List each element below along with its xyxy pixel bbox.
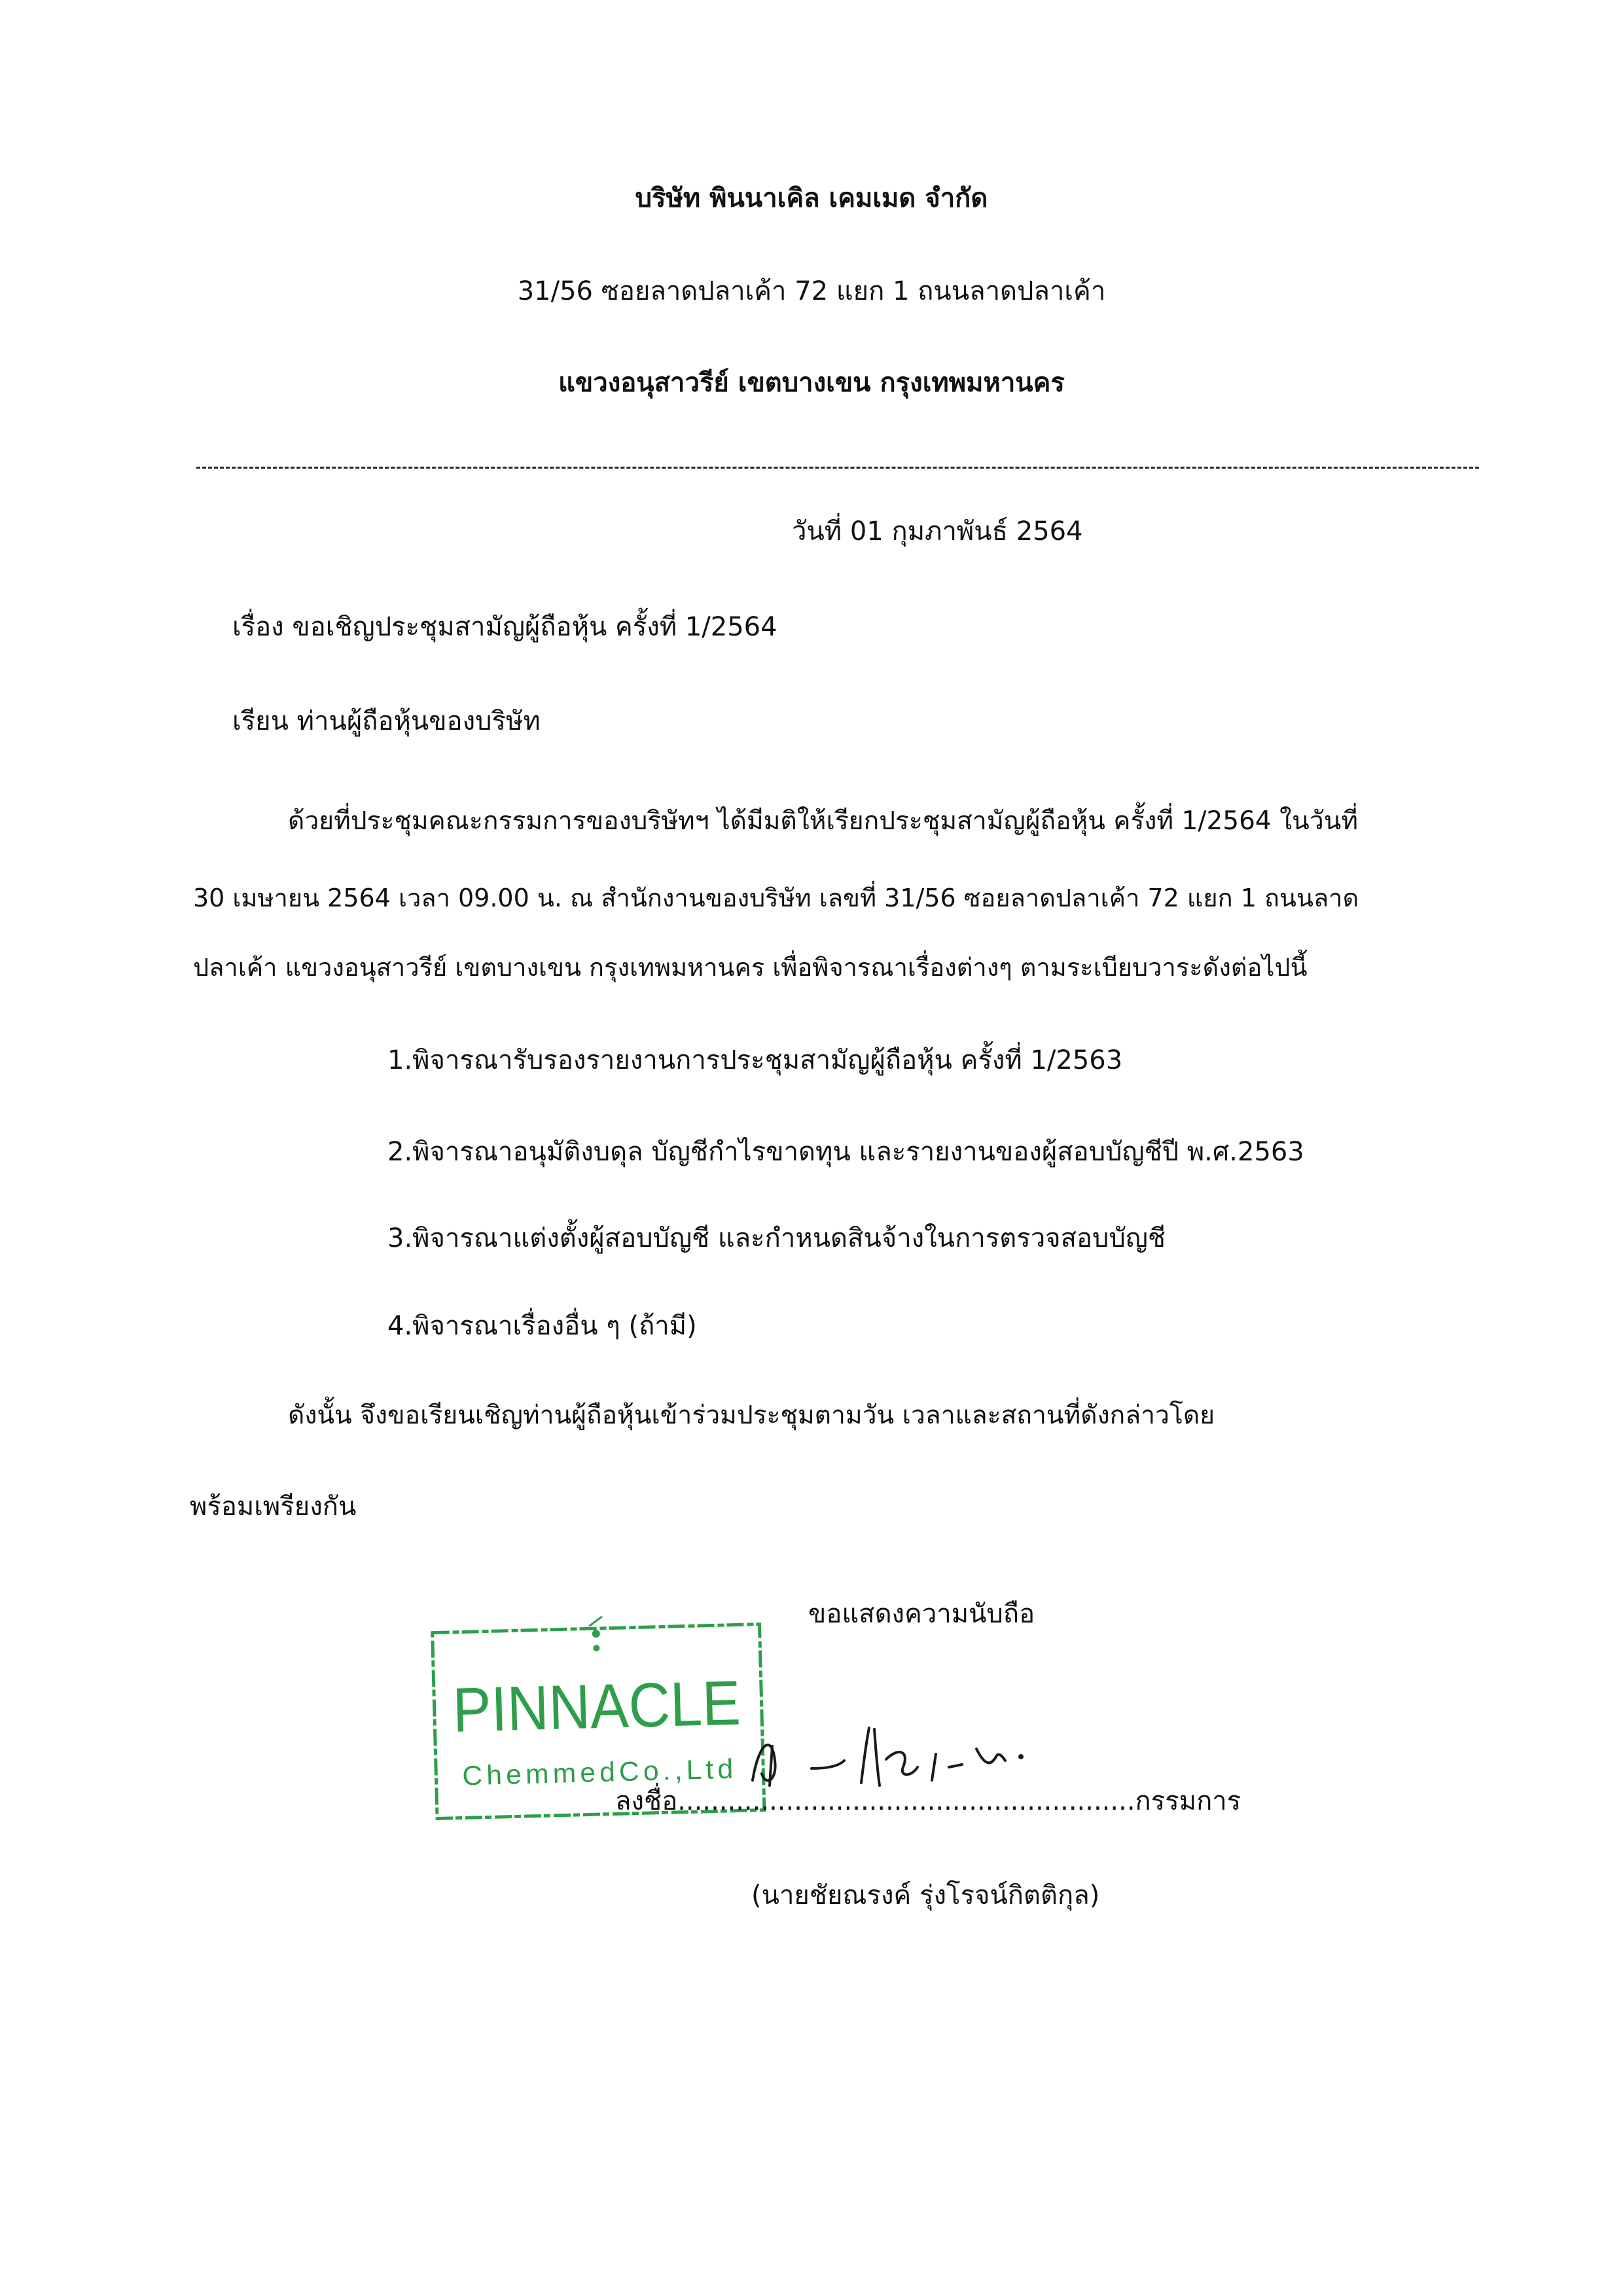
stamp-sub: ChemmedCo.,Ltd bbox=[461, 1753, 733, 1791]
body-line-2: 30 เมษายน 2564 เวลา 09.00 น. ณ สำนักงานของบริษัท เลขที่ 31/56 ซอยลาดปลาเค้า 72 แยก 1 ถนนลาด bbox=[193, 884, 1359, 912]
letter-date: วันที่ 01 กุมภาพันธ์ 2564 bbox=[792, 516, 1083, 547]
header-divider bbox=[196, 467, 1479, 469]
stamp-brand: PINNACLE bbox=[452, 1667, 768, 1746]
letter-salutation: เรียน ท่านผู้ถือหุ้นของบริษัท bbox=[232, 706, 541, 736]
agenda-item-3: 3.พิจารณาแต่งตั้งผู้สอบบัญชี และกำหนดสินจ้างในการตรวจสอบบัญชี bbox=[387, 1223, 1166, 1253]
agenda-item-4: 4.พิจารณาเรื่องอื่น ๆ (ถ้ามี) bbox=[387, 1311, 697, 1341]
body-line-1: ด้วยที่ประชุมคณะกรรมการของบริษัทฯ ได้มีมติให้เรียกประชุมสามัญผู้ถือหุ้น ครั้งที่ 1/2564 ในวันที่ bbox=[288, 806, 1359, 836]
closing-line-1: ดังนั้น จึงขอเรียนเชิญท่านผู้ถือหุ้นเข้าร่วมประชุมตามวัน เวลาและสถานที่ดังกล่าวโดย bbox=[288, 1401, 1215, 1430]
closing-line-2: พร้อมเพรียงกัน bbox=[190, 1492, 357, 1522]
regards-text: ขอแสดงความนับถือ bbox=[808, 1599, 1035, 1629]
address-line-1: 31/56 ซอยลาดปลาเค้า 72 แยก 1 ถนนลาดปลาเค้า bbox=[517, 276, 1106, 306]
address-line-2: แขวงอนุสาวรีย์ เขตบางเขน กรุงเทพมหานคร bbox=[558, 368, 1065, 398]
agenda-item-1: 1.พิจารณารับรองรายงานการประชุมสามัญผู้ถือหุ้น ครั้งที่ 1/2563 bbox=[387, 1045, 1123, 1075]
signer-name: (นายชัยณรงค์ รุ่งโรจน์กิตติกุล) bbox=[751, 1880, 1100, 1910]
agenda-item-2: 2.พิจารณาอนุมัติงบดุล บัญชีกำไรขาดทุน และรายงานของผู้สอบบัญชีปี พ.ศ.2563 bbox=[387, 1137, 1304, 1167]
letter-subject: เรื่อง ขอเชิญประชุมสามัญผู้ถือหุ้น ครั้งที่ 1/2564 bbox=[232, 612, 777, 642]
handwritten-signature bbox=[746, 1715, 1047, 1793]
signature-line: ลงชื่อ.......................................................กรรมการ bbox=[615, 1786, 1241, 1816]
company-name: บริษัท พินนาเคิล เคมเมด จำกัด bbox=[635, 183, 988, 213]
body-line-3: ปลาเค้า แขวงอนุสาวรีย์ เขตบางเขน กรุงเทพมหานคร เพื่อพิจารณาเรื่องต่างๆ ตามระเบียบวาระดังต่อไปนี้ bbox=[193, 953, 1308, 982]
